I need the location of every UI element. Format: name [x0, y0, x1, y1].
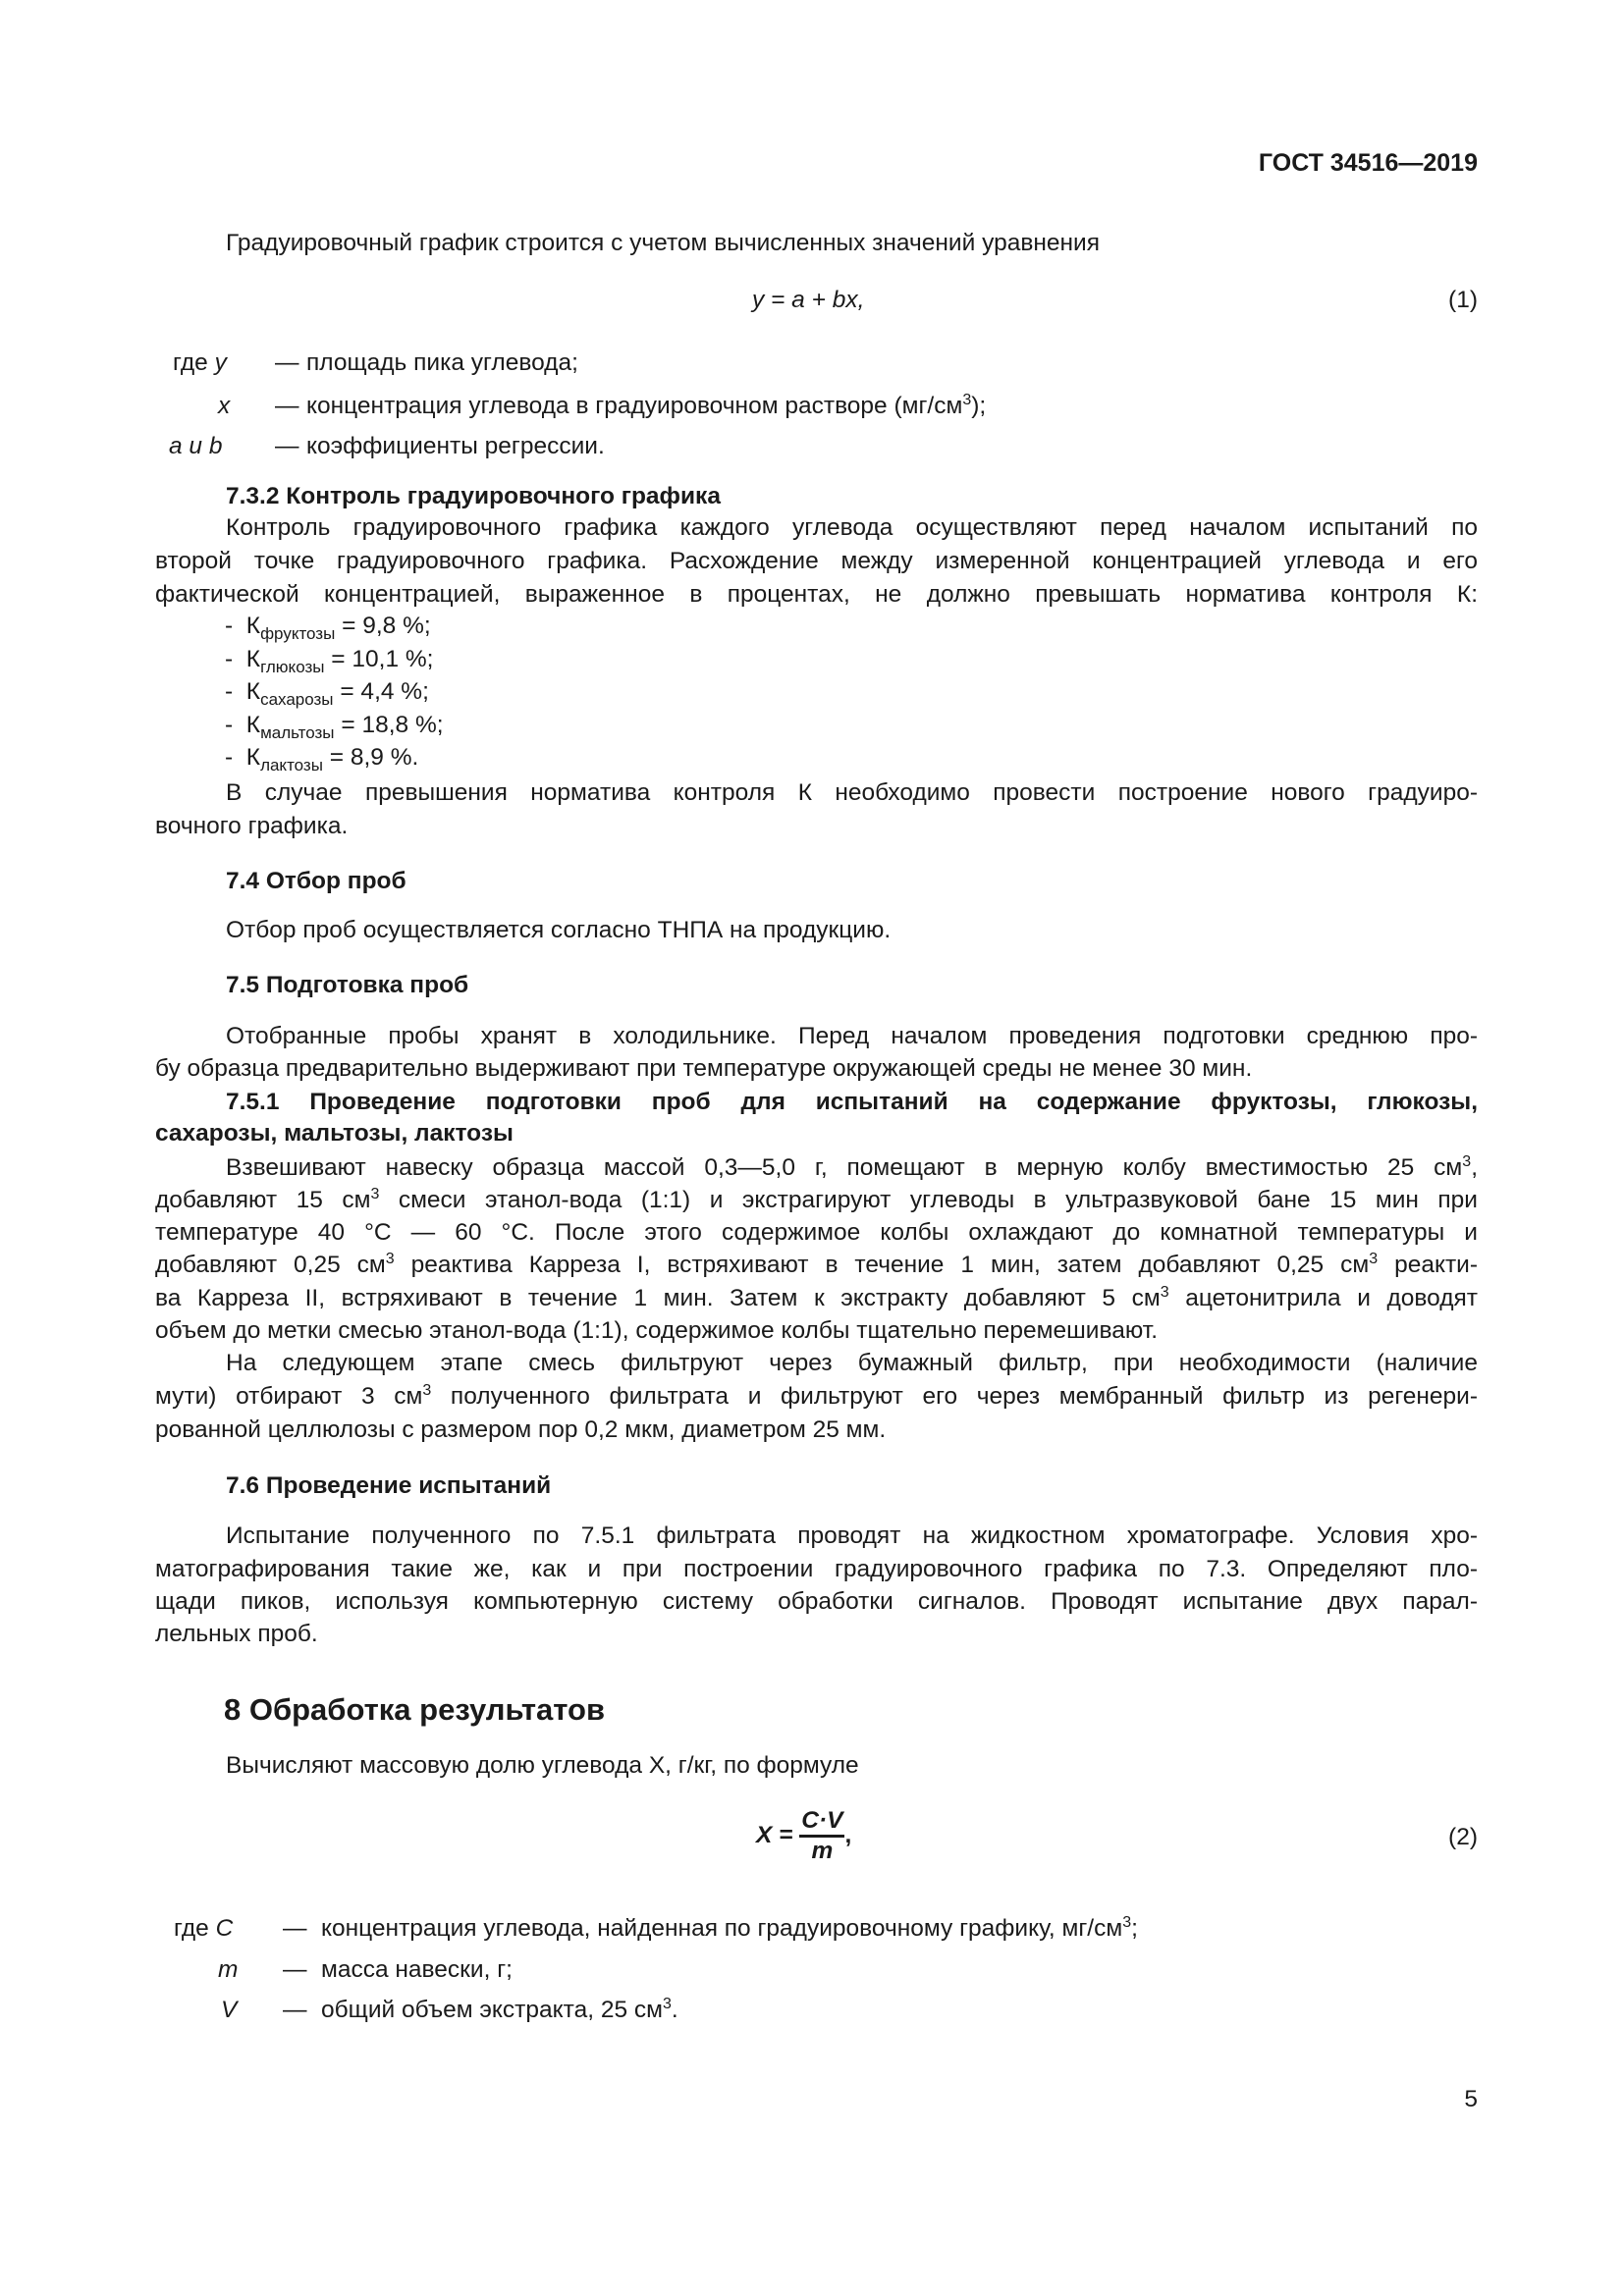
- section-7-5-title: 7.5 Подготовка проб: [226, 972, 469, 998]
- intro-text: Градуировочный график строится с учетом вычисленных значений уравнения: [226, 230, 1100, 256]
- definition: общий объем экстракта, 25 $см^3$.: [321, 1996, 678, 2023]
- paragraph-line: вочного графика.: [155, 813, 349, 839]
- standard-number: ГОСТ 34516—2019: [1258, 149, 1478, 177]
- section-7-3-2-title: 7.3.2 Контроль градуировочного графика: [226, 483, 721, 509]
- symbol: a и b: [169, 433, 223, 459]
- equation-1-number: (1): [1448, 287, 1478, 313]
- symbol: x: [218, 393, 231, 419]
- definition: коэффициенты регрессии.: [306, 433, 605, 459]
- paragraph-line: ва Карреза II, встряхивают в течение 1 мин. Затем к экстракту добавляют 5 $см^3$ ацетонитрила и доводят: [155, 1284, 1478, 1311]
- paragraph-line: добавляют 15 $см^3$ смеси этанол-вода (1:1) и экстрагируют углеводы в ультразвуковой бане 15 мин при: [155, 1186, 1478, 1213]
- definition: концентрация углевода, найденная по градуировочному графику, $мг/см^3$;: [321, 1914, 1138, 1942]
- definition: масса навески, г;: [321, 1956, 513, 1983]
- section-7-6-title: 7.6 Проведение испытаний: [226, 1472, 552, 1499]
- paragraph-line: лельных проб.: [155, 1621, 318, 1647]
- equation-1: y = a + bx,: [752, 287, 865, 313]
- symbol: y: [214, 349, 227, 376]
- section-8-title: 8 Обработка результатов: [224, 1692, 606, 1727]
- paragraph-line: бу образца предварительно выдерживают при температуре окружающей среды не менее 30 мин.: [155, 1055, 1253, 1082]
- section-7-5-1-title: 7.5.1 Проведение подготовки проб для испытаний на содержание фруктозы, глюкозы,: [226, 1089, 1478, 1115]
- paragraph-line: фактической концентрацией, выраженное в процентах, не должно превышать норматива контроля К:: [155, 581, 1478, 608]
- paragraph-line: объем до метки смесью этанол-вода (1:1), содержимое колбы тщательно перемешивают.: [155, 1317, 1158, 1344]
- paragraph-line: щади пиков, используя компьютерную систему обработки сигналов. Проводят испытание двух парал-: [155, 1588, 1478, 1615]
- paragraph-line: Контроль градуировочного графика каждого углевода осуществляют перед началом испытаний по: [226, 514, 1478, 541]
- paragraph-line: Испытание полученного по 7.5.1 фильтрата проводят на жидкостном хроматографе. Условия хро-: [226, 1522, 1478, 1549]
- paragraph-line: Отобранные пробы хранят в холодильнике. Перед началом проведения подготовки среднюю про-: [226, 1023, 1478, 1049]
- equation-2: X = $\frac{C\cdot V}{m}$ ,: [756, 1807, 852, 1865]
- list-item: - $К_{лактозы} = 8,9$ %.: [225, 744, 419, 774]
- paragraph-line: На следующем этапе смесь фильтруют через бумажный фильтр, при необходимости (наличие: [226, 1350, 1478, 1376]
- list-item: - $К_{сахарозы} = 4,4$ %;: [225, 678, 429, 709]
- page-number: 5: [1464, 2086, 1478, 2112]
- paragraph-line: второй точке градуировочного графика. Расхождение между измеренной концентрацией углевода и его: [155, 548, 1478, 574]
- paragraph-line: матографирования такие же, как и при построении градуировочного графика по 7.3. Определяют пло-: [155, 1556, 1478, 1582]
- paragraph-line: мути) отбирают 3 $см^3$ полученного фильтрата и фильтруют его через мембранный фильтр из регенери-: [155, 1382, 1478, 1410]
- paragraph-line: рованной целлюлозы с размером пор 0,2 мкм, диаметром 25 мм.: [155, 1416, 887, 1443]
- symbol: C: [215, 1915, 234, 1942]
- section-7-5-1-title-cont: сахарозы, мальтозы, лактозы: [155, 1120, 514, 1147]
- list-item: - $К_{фруктозы} = 9,8$ %;: [225, 613, 431, 643]
- symbol: m: [218, 1956, 239, 1983]
- list-item: - $К_{глюкозы} = 10,1$ %;: [225, 646, 434, 676]
- equation-2-number: (2): [1448, 1824, 1478, 1850]
- definition: площадь пика углевода;: [306, 349, 578, 376]
- paragraph-line: Отбор проб осуществляется согласно ТНПА на продукцию.: [226, 917, 892, 943]
- list-item: - $К_{мальтозы} = 18,8$ %;: [225, 712, 444, 742]
- paragraph-line: температуре 40 °С — 60 °С. После этого содержимое колбы охлаждают до комнатной температуры и: [155, 1219, 1478, 1246]
- paragraph-line: добавляют 0,25 $см^3$ реактива Карреза I, встряхивают в течение 1 мин, затем добавляют 0,25 $см^3$ реакти-: [155, 1251, 1479, 1278]
- paragraph-line: В случае превышения норматива контроля К необходимо провести построение нового градуиро-: [226, 779, 1478, 806]
- paragraph-line: Вычисляют массовую долю углевода X, г/кг, по формуле: [226, 1752, 859, 1779]
- paragraph-line: Взвешивают навеску образца массой 0,3—5,0 г, помещают в мерную колбу вместимостью 25 $см^3$,: [226, 1153, 1478, 1181]
- section-7-4-title: 7.4 Отбор проб: [226, 868, 406, 894]
- definition: концентрация углевода в градуировочном растворе $(мг/см^3)$;: [306, 392, 987, 419]
- symbol: V: [221, 1997, 238, 2023]
